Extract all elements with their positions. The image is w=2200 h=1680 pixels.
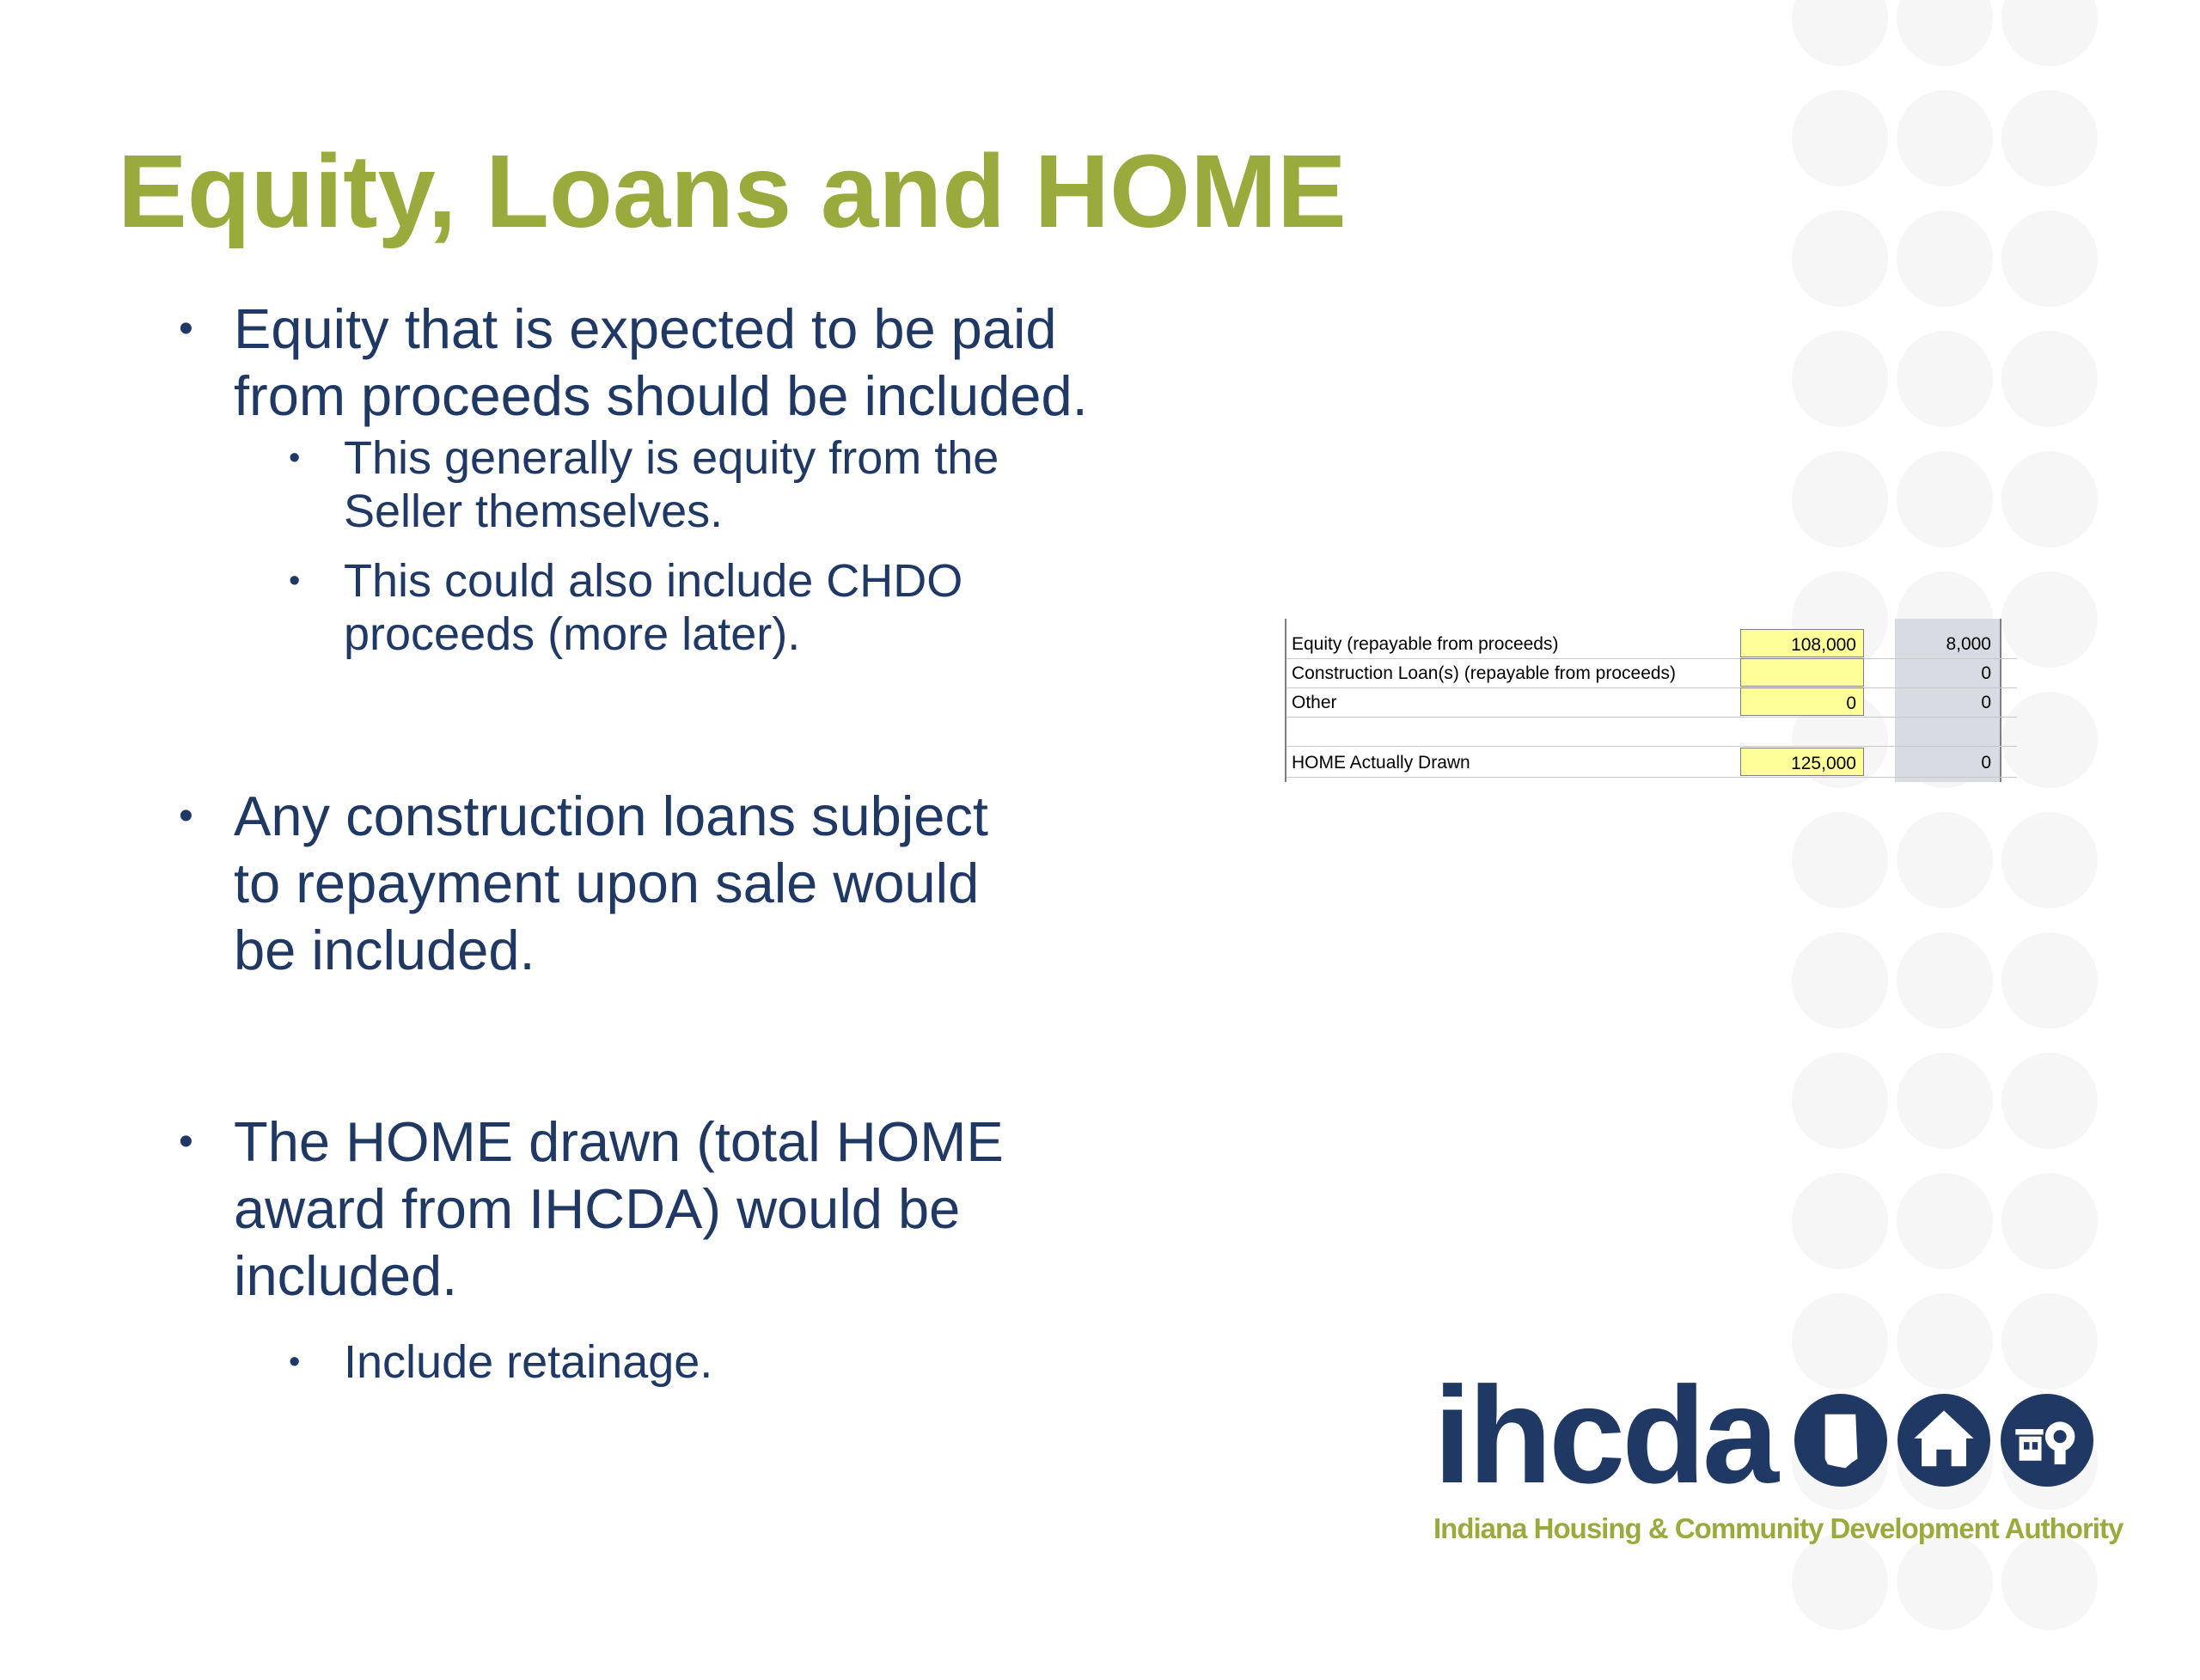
decorative-dot xyxy=(1792,812,1888,908)
bullet-text: Equity that is expected to be paid from proceeds should be included. xyxy=(234,297,1088,427)
input-cell[interactable] xyxy=(1740,658,1864,687)
input-cell[interactable] xyxy=(1740,629,1864,657)
bullet-text: Any construction loans subject to repayment upon sale would be included. xyxy=(234,785,988,981)
decorative-dot xyxy=(1792,0,1888,66)
input-value: 0 xyxy=(1846,693,1856,713)
row-label: Construction Loan(s) (repayable from proceeds) xyxy=(1292,663,1677,683)
sheet-row-home-drawn xyxy=(1286,748,2017,778)
decorative-dot xyxy=(2001,932,2098,1029)
row-label: HOME Actually Drawn xyxy=(1292,753,1470,773)
bullet-glyph: • xyxy=(289,1344,301,1380)
decorative-dot xyxy=(2001,1173,2098,1269)
bullet-text: The HOME drawn (total HOME award from IHCDA) would be included. xyxy=(234,1110,1004,1307)
sub-bullet-chdo xyxy=(289,554,963,661)
indiana-state-icon xyxy=(1794,1394,1887,1487)
input-cell[interactable] xyxy=(1740,687,1864,716)
bullet-glyph: • xyxy=(179,793,193,839)
input-value: 125,000 xyxy=(1791,754,1856,773)
bullet-glyph: • xyxy=(179,1119,193,1164)
sheet-row-equity xyxy=(1286,629,2017,659)
row-label: Equity (repayable from proceeds) xyxy=(1292,634,1559,654)
decorative-dot xyxy=(1897,451,1993,547)
decorative-dot xyxy=(1792,331,1888,427)
spreadsheet-excerpt xyxy=(1285,619,2024,782)
logo-wordmark: ihcda xyxy=(1433,1358,1775,1512)
bullet-glyph: • xyxy=(289,563,301,599)
bullet-home-drawn xyxy=(179,1109,1004,1310)
slide-title: Equity, Loans and HOME xyxy=(118,132,1347,249)
decorative-dot xyxy=(2001,451,2098,547)
bullet-construction-loans xyxy=(179,783,988,984)
input-cell[interactable] xyxy=(1740,748,1864,776)
sheet-row-blank xyxy=(1286,717,2017,747)
community-building-icon xyxy=(2001,1394,2093,1487)
decorative-dot xyxy=(1897,812,1993,908)
decorative-dot xyxy=(1897,211,1993,307)
result-value: 8,000 xyxy=(1946,634,1991,654)
decorative-dot xyxy=(1897,90,1993,186)
decorative-dot xyxy=(1792,1053,1888,1149)
bullet-glyph: • xyxy=(179,306,193,351)
decorative-dot xyxy=(1792,932,1888,1029)
decorative-dot xyxy=(1897,0,1993,66)
blank-cell xyxy=(1740,717,1864,745)
decorative-dot xyxy=(2001,0,2098,66)
row-label: Other xyxy=(1292,693,1337,712)
result-value: 0 xyxy=(1981,753,1991,773)
sheet-row-other xyxy=(1286,687,2017,718)
sheet-row-construction-loan xyxy=(1286,658,2017,688)
result-value: 0 xyxy=(1981,663,1991,683)
decorative-dot xyxy=(1792,211,1888,307)
sub-bullet-retainage xyxy=(289,1335,713,1389)
ihcda-logo xyxy=(1433,1358,2124,1564)
decorative-dot xyxy=(2001,812,2098,908)
decorative-dot xyxy=(2001,90,2098,186)
decorative-dot xyxy=(1792,451,1888,547)
decorative-dot xyxy=(2001,211,2098,307)
bullet-glyph: • xyxy=(289,440,301,476)
decorative-dot xyxy=(1792,90,1888,186)
sub-bullet-text: This generally is equity from the Seller themselves. xyxy=(344,432,999,537)
decorative-dot xyxy=(2001,1053,2098,1149)
decorative-dot xyxy=(2001,331,2098,427)
decorative-dot xyxy=(1897,932,1993,1029)
sub-bullet-seller-equity xyxy=(289,431,999,538)
house-icon xyxy=(1898,1394,1990,1487)
input-value: 108,000 xyxy=(1791,635,1856,655)
sub-bullet-text: Include retainage. xyxy=(344,1336,713,1388)
decorative-dot xyxy=(1897,1173,1993,1269)
bullet-equity xyxy=(179,296,1088,430)
logo-tagline: Indiana Housing & Community Development Authority xyxy=(1433,1512,2124,1544)
decorative-dot xyxy=(1897,331,1993,427)
decorative-dot xyxy=(1897,1053,1993,1149)
result-value: 0 xyxy=(1981,693,1991,712)
decorative-dot xyxy=(1792,1173,1888,1269)
sub-bullet-text: This could also include CHDO proceeds (more later). xyxy=(344,555,963,660)
